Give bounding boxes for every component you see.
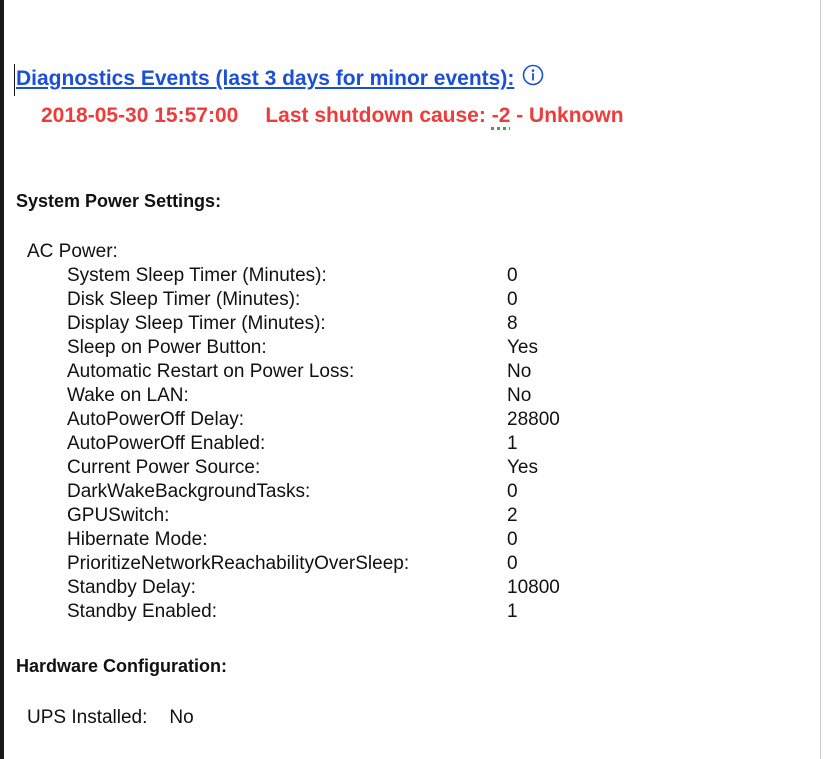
setting-value: 1 bbox=[507, 433, 518, 454]
setting-label: AutoPowerOff Delay: bbox=[67, 409, 245, 430]
hardware-configuration-title: Hardware Configuration: bbox=[16, 656, 228, 676]
ups-installed-value: No bbox=[169, 707, 194, 728]
setting-row bbox=[67, 552, 627, 576]
setting-value: 8 bbox=[507, 313, 518, 334]
setting-row bbox=[67, 312, 627, 336]
setting-label: Automatic Restart on Power Loss: bbox=[67, 361, 355, 382]
setting-row bbox=[67, 504, 627, 528]
setting-label: Standby Enabled: bbox=[67, 601, 218, 622]
setting-label: Disk Sleep Timer (Minutes): bbox=[67, 289, 301, 310]
setting-label: Current Power Source: bbox=[67, 457, 261, 478]
setting-label: Wake on LAN: bbox=[67, 385, 189, 406]
setting-value: Yes bbox=[507, 457, 538, 478]
setting-value: 0 bbox=[507, 289, 518, 310]
window-left-border bbox=[0, 0, 4, 759]
setting-value: 0 bbox=[507, 529, 518, 550]
setting-label: DarkWakeBackgroundTasks: bbox=[67, 481, 311, 502]
ups-installed-row bbox=[27, 706, 194, 730]
setting-label: AutoPowerOff Enabled: bbox=[67, 433, 266, 454]
diagnostics-events-link[interactable]: Diagnostics Events (last 3 days for minor events): bbox=[16, 67, 515, 90]
setting-label: Sleep on Power Button: bbox=[67, 337, 267, 358]
shutdown-cause-code: -2 bbox=[491, 104, 511, 127]
setting-value: 0 bbox=[507, 481, 518, 502]
shutdown-cause-description: - Unknown bbox=[516, 104, 624, 127]
ups-installed-label: UPS Installed: bbox=[27, 707, 148, 728]
diagnostics-heading bbox=[16, 64, 544, 94]
setting-row bbox=[67, 456, 627, 480]
setting-value: Yes bbox=[507, 337, 538, 358]
setting-row bbox=[67, 408, 627, 432]
ac-power-settings-list bbox=[67, 264, 627, 624]
setting-value: 10800 bbox=[507, 577, 560, 598]
event-timestamp: 2018-05-30 15:57:00 bbox=[41, 104, 239, 127]
system-power-settings-title: System Power Settings: bbox=[16, 191, 222, 211]
text-caret bbox=[14, 64, 15, 96]
setting-row bbox=[67, 528, 627, 552]
setting-value: 0 bbox=[507, 265, 518, 286]
setting-label: GPUSwitch: bbox=[67, 505, 170, 526]
setting-value: 28800 bbox=[507, 409, 560, 430]
diagnostic-event-row bbox=[41, 102, 624, 130]
setting-row bbox=[67, 360, 627, 384]
setting-row bbox=[67, 480, 627, 504]
setting-label: Standby Delay: bbox=[67, 577, 196, 598]
setting-value: 2 bbox=[507, 505, 518, 526]
shutdown-cause-label: Last shutdown cause: bbox=[265, 104, 486, 127]
setting-value: 1 bbox=[507, 601, 518, 622]
info-circle-icon[interactable] bbox=[522, 64, 544, 94]
setting-value: 0 bbox=[507, 553, 518, 574]
setting-row bbox=[67, 336, 627, 360]
setting-value: No bbox=[507, 361, 532, 382]
setting-label: System Sleep Timer (Minutes): bbox=[67, 265, 327, 286]
setting-row bbox=[67, 576, 627, 600]
setting-row bbox=[67, 288, 627, 312]
setting-label: PrioritizeNetworkReachabilityOverSleep: bbox=[67, 553, 410, 574]
setting-row bbox=[67, 600, 627, 624]
setting-row bbox=[67, 432, 627, 456]
setting-row bbox=[67, 384, 627, 408]
setting-row bbox=[67, 264, 627, 288]
ac-power-label: AC Power: bbox=[27, 241, 118, 262]
setting-label: Hibernate Mode: bbox=[67, 529, 208, 550]
page-right-divider bbox=[820, 0, 821, 759]
setting-value: No bbox=[507, 385, 532, 406]
setting-label: Display Sleep Timer (Minutes): bbox=[67, 313, 326, 334]
